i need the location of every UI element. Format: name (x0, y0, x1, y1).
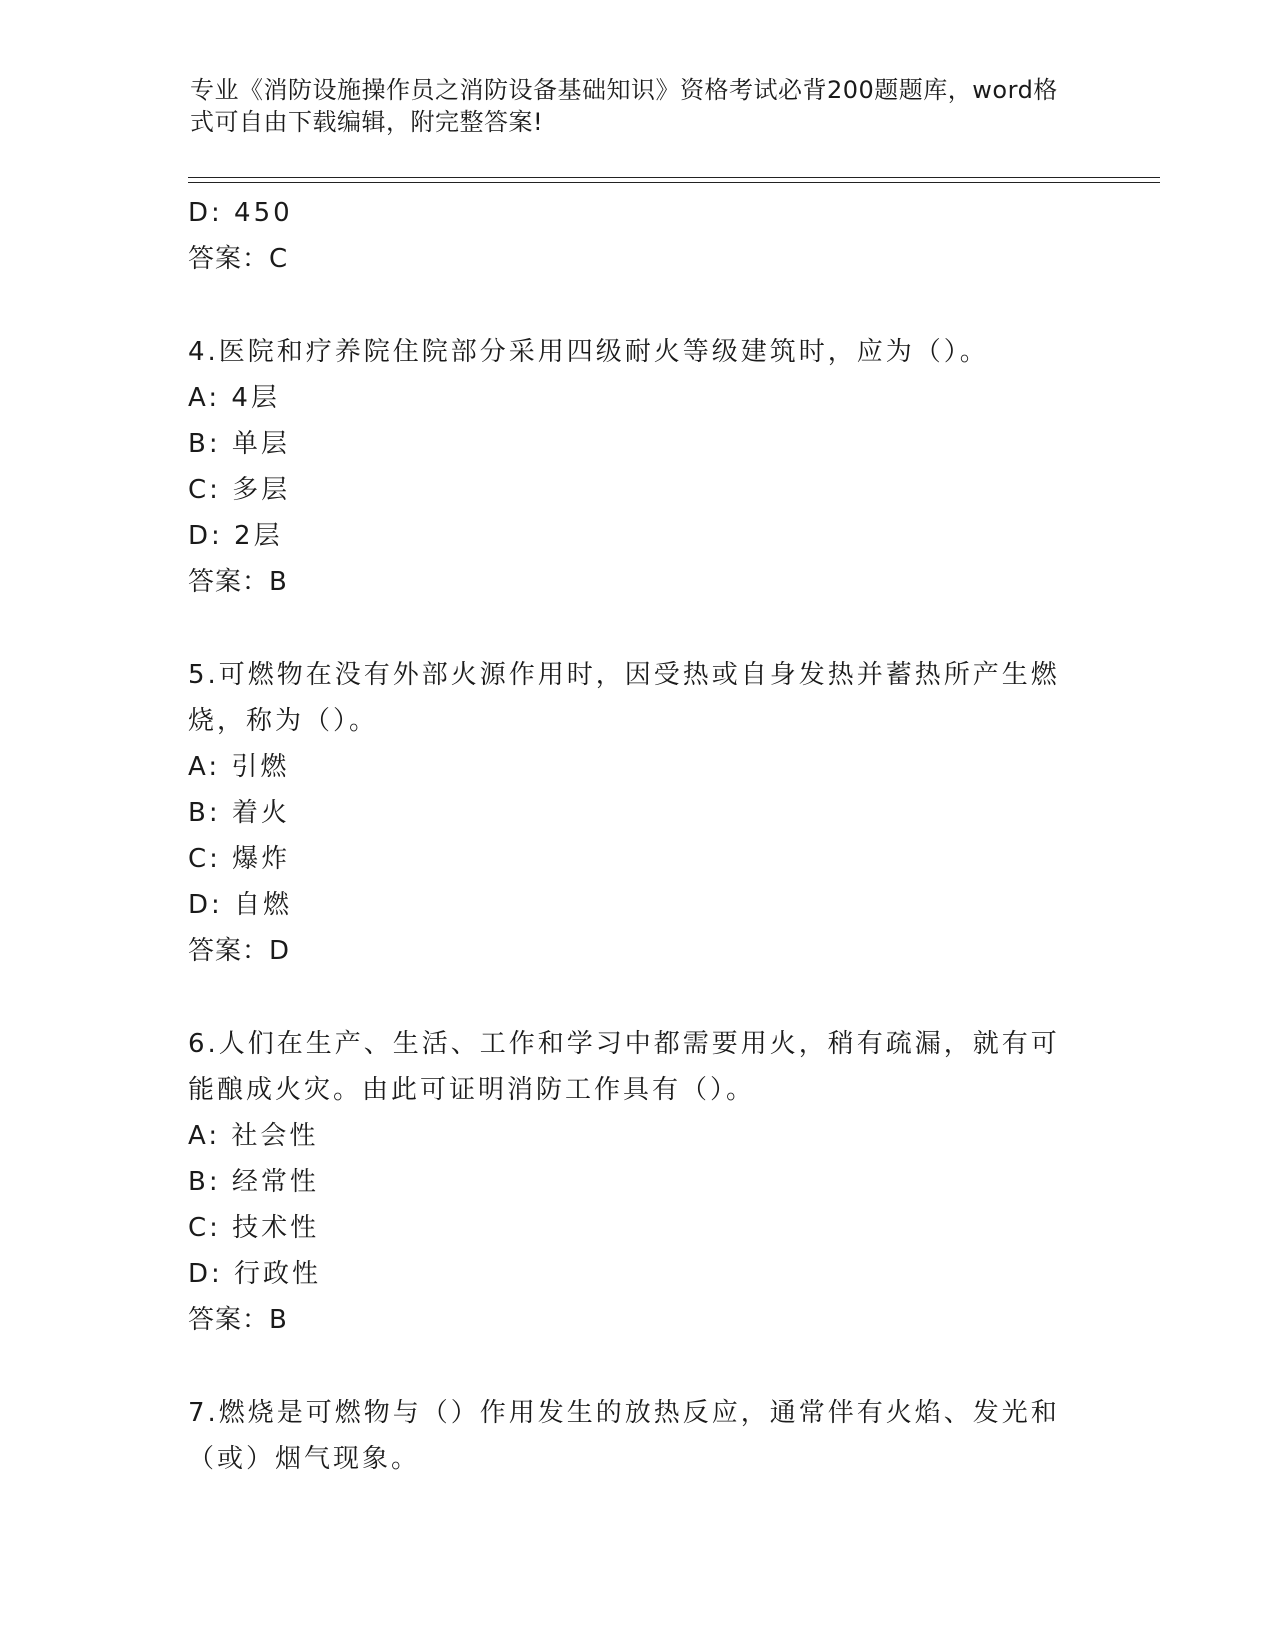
answer-line: 答案：D (188, 936, 291, 966)
option-a: A: 4层 (188, 383, 280, 413)
previous-question-tail (188, 190, 1088, 282)
option-a: A: 社会性 (188, 1121, 319, 1151)
option-b: B: 经常性 (188, 1167, 319, 1197)
option-b: B: 单层 (188, 429, 290, 459)
option-c: C: 爆炸 (188, 844, 291, 874)
question-6 (188, 1021, 1088, 1343)
answer-line: 答案：B (188, 1305, 288, 1335)
answer-line: 答案：B (188, 567, 288, 597)
option-d: D: 2层 (188, 521, 283, 551)
page-header (190, 74, 1070, 138)
option-d: D: 行政性 (188, 1259, 322, 1289)
question-7 (188, 1390, 1088, 1482)
option-b: B: 着火 (188, 798, 290, 828)
document-title: 专业《消防设施操作员之消防设备基础知识》资格考试必背200题题库，word格式可自由下载编辑，附完整答案! (190, 76, 1058, 136)
question-4 (188, 329, 1088, 605)
question-text: 6.人们在生产、生活、工作和学习中都需要用火，稍有疏漏，就有可能酿成火灾。由此可证明消防工作具有（）。 (188, 1029, 1060, 1105)
option-c: C: 技术性 (188, 1213, 320, 1243)
document-body (188, 190, 1088, 1482)
question-text: 7.燃烧是可燃物与（）作用发生的放热反应，通常伴有火焰、发光和（或）烟气现象。 (188, 1398, 1060, 1474)
option-d: D: 自燃 (188, 890, 293, 920)
option-d: D: 450 (188, 198, 293, 228)
question-5 (188, 652, 1088, 974)
option-c: C: 多层 (188, 475, 291, 505)
question-text: 4.医院和疗养院住院部分采用四级耐火等级建筑时，应为（）。 (188, 337, 989, 367)
answer-line: 答案：C (188, 244, 289, 274)
option-a: A: 引燃 (188, 752, 290, 782)
question-text: 5.可燃物在没有外部火源作用时，因受热或自身发热并蓄热所产生燃烧，称为（）。 (188, 660, 1060, 736)
header-divider (188, 177, 1160, 183)
